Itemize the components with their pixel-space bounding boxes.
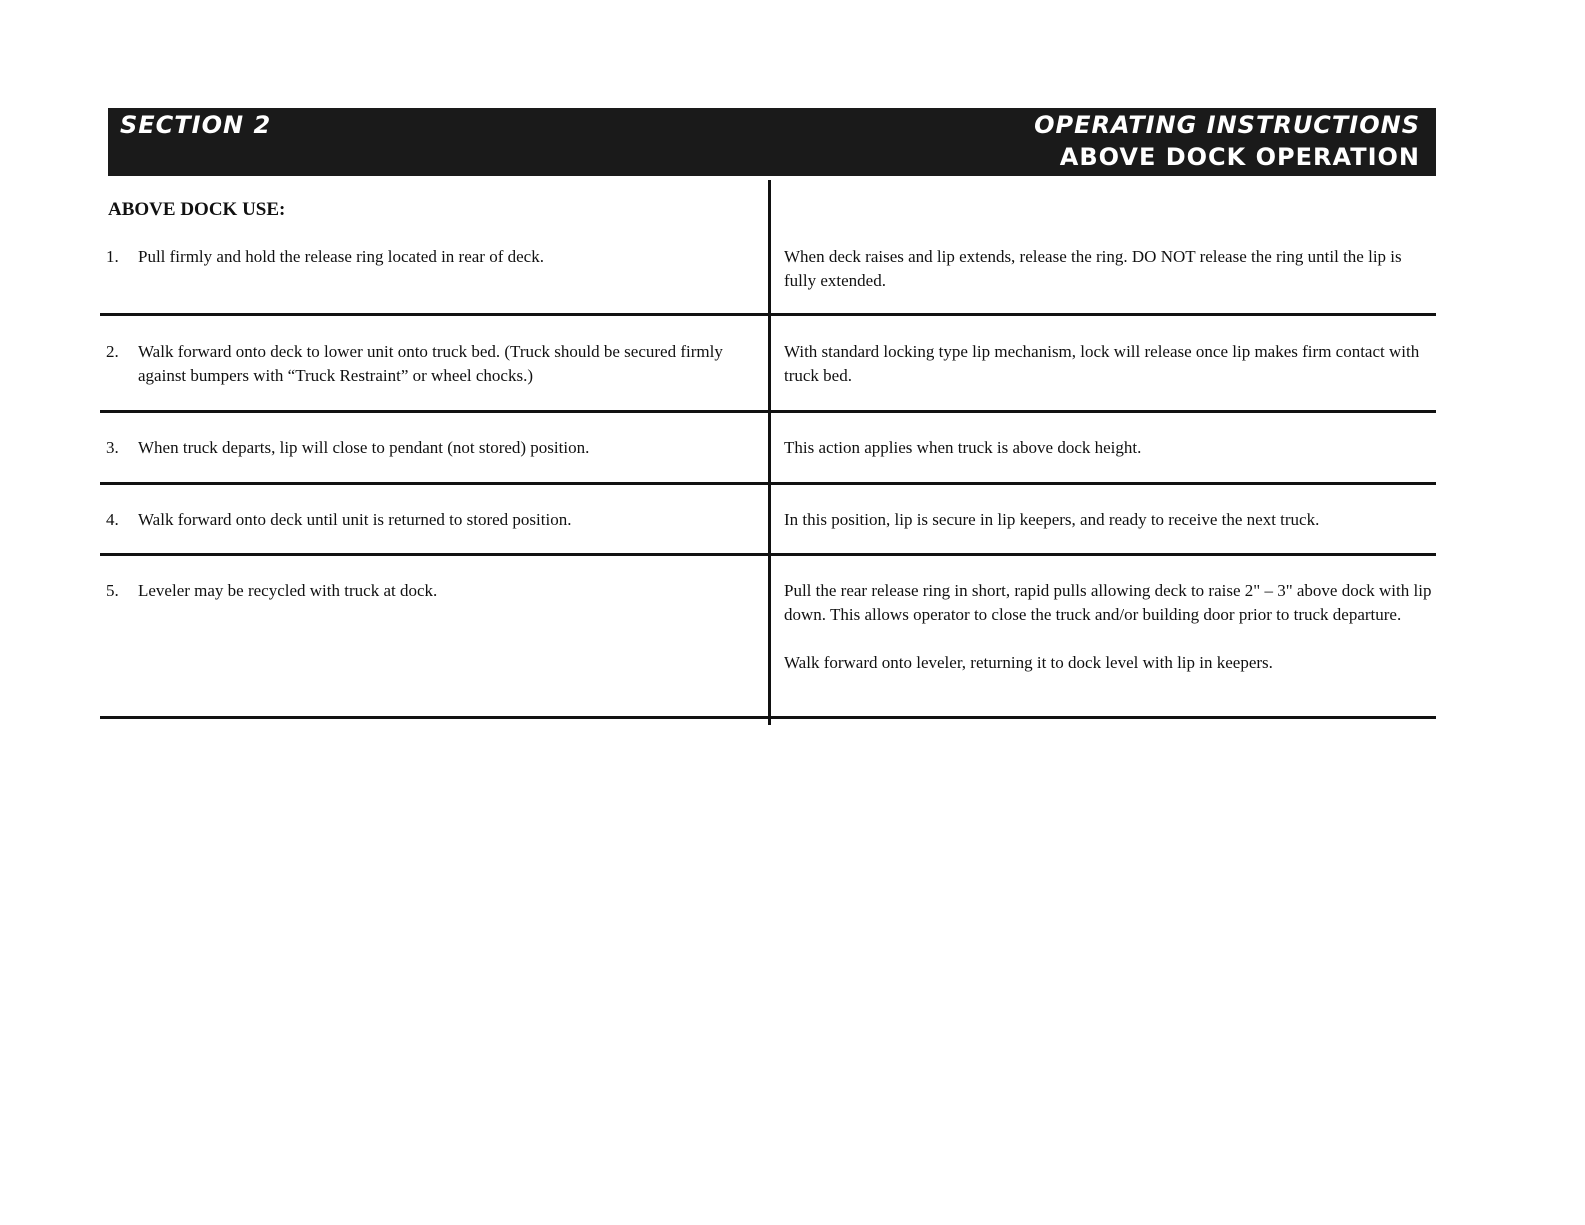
row-divider: [100, 313, 1436, 316]
step-5-left: [106, 579, 746, 603]
step-number: 2.: [106, 342, 119, 361]
header-subtitle: ABOVE DOCK OPERATION: [1059, 143, 1420, 171]
step-instruction: When truck departs, lip will close to pendant (not stored) position.: [138, 438, 590, 457]
row-divider: [100, 553, 1436, 556]
step-instruction: Pull firmly and hold the release ring located in rear of deck.: [138, 247, 544, 266]
step-3-right: [784, 436, 1436, 460]
step-result: With standard locking type lip mechanism, lock will release once lip makes firm contact with truck bed.: [784, 342, 1420, 385]
page-heading: ABOVE DOCK USE:: [108, 199, 286, 220]
row-divider: [100, 410, 1436, 413]
step-4-left: [106, 508, 746, 532]
step-2-right: [784, 340, 1436, 388]
step-result: This action applies when truck is above dock height.: [784, 438, 1142, 457]
step-result: Pull the rear release ring in short, rapid pulls allowing deck to raise 2" – 3" above dock with lip down. This allows operator to close the truck and/or building door prior to truck departure.: [784, 581, 1432, 624]
step-number: 3.: [106, 438, 119, 457]
step-3-left: [106, 436, 746, 460]
step-number: 1.: [106, 247, 119, 266]
row-divider: [100, 482, 1436, 485]
step-instruction: Walk forward onto deck until unit is returned to stored position.: [138, 510, 572, 529]
step-1-right: [784, 245, 1436, 293]
step-number: 5.: [106, 581, 119, 600]
step-2-left: [106, 340, 746, 388]
header-title: OPERATING INSTRUCTIONS: [1034, 111, 1420, 139]
step-4-right: [784, 508, 1436, 532]
step-instruction: Leveler may be recycled with truck at dock.: [138, 581, 438, 600]
step-number: 4.: [106, 510, 119, 529]
column-divider: [768, 180, 771, 725]
section-header-bar: [108, 108, 1436, 176]
step-result: Walk forward onto leveler, returning it to dock level with lip in keepers.: [784, 653, 1273, 672]
section-label: SECTION 2: [120, 111, 272, 139]
step-result: In this position, lip is secure in lip keepers, and ready to receive the next truck.: [784, 510, 1320, 529]
step-5-right: [784, 579, 1436, 675]
row-divider: [100, 716, 1436, 719]
step-result: When deck raises and lip extends, release the ring. DO NOT release the ring until the lip is fully extended.: [784, 247, 1402, 290]
step-instruction: Walk forward onto deck to lower unit onto truck bed. (Truck should be secured firmly against bumpers with “Truck Restraint” or wheel chocks.): [138, 342, 723, 385]
step-1-left: [106, 245, 746, 269]
